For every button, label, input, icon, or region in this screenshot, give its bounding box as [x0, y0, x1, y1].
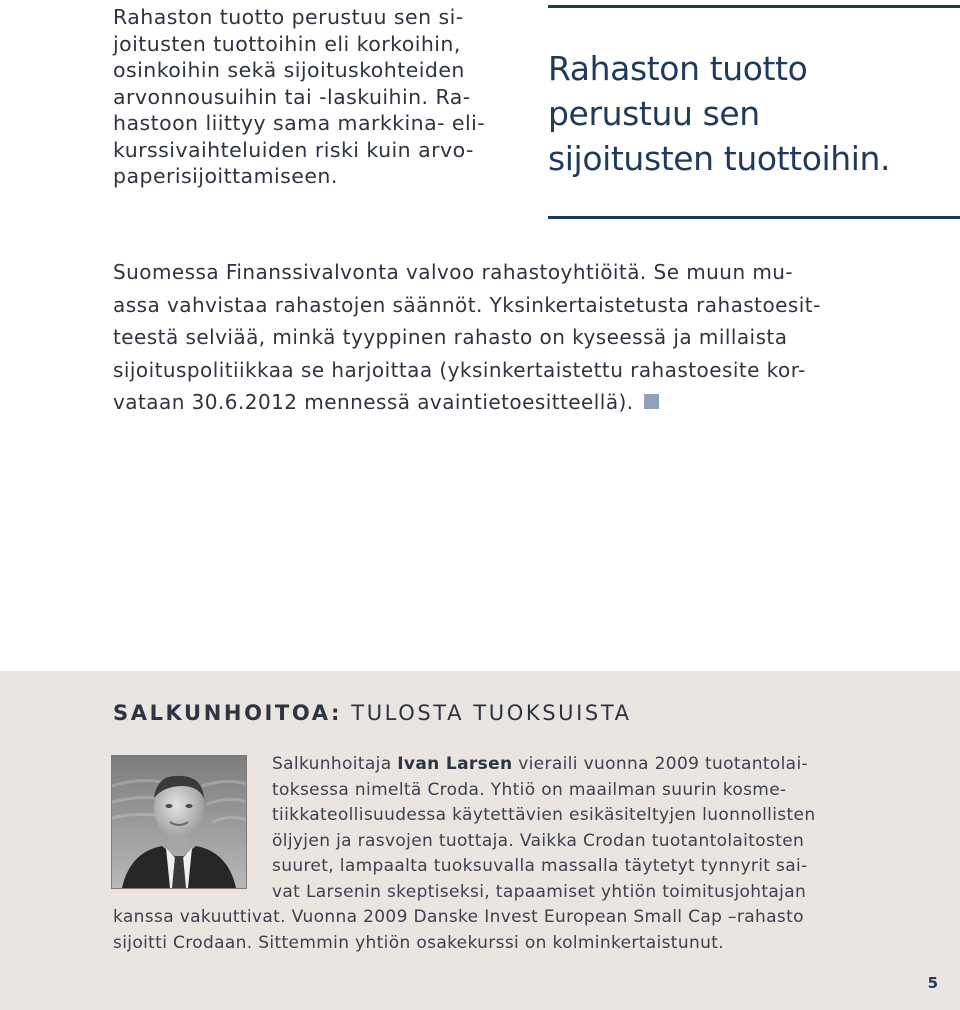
pull-quote-line: sijoitusten tuottoihin.: [548, 139, 891, 178]
portfolio-manager-name: Ivan Larsen: [397, 754, 513, 774]
body-line: assa vahvistaa rahastojen säännöt. Yksinkertaistetusta rahastoesit-: [113, 292, 821, 317]
end-of-article-square-icon: [644, 394, 659, 409]
box-text-line: Salkunhoitaja Ivan Larsen vieraili vuonna 2009 tuotantolai-: [272, 754, 808, 774]
intro-line: hastoon liittyy sama markkina- eli-: [113, 111, 486, 135]
intro-line: paperisijoittamiseen.: [113, 164, 338, 188]
box-text-full-width: [113, 905, 804, 956]
box-text-line: sijoitti Crodaan. Sittemmin yhtiön osakekurssi on kolminkertaistunut.: [113, 932, 724, 953]
box-text-line: vat Larsenin skeptiseksi, tapaamiset yhtiön toimitusjohtajan: [272, 881, 807, 902]
pull-quote-bottom-rule: [548, 216, 960, 219]
page-number: 5: [927, 974, 938, 992]
intro-paragraph: [113, 4, 508, 190]
portrait-illustration: [112, 756, 246, 888]
box-text-line: tiikkateollisuudessa käytettävien esikäsiteltyjen luonnollisten: [272, 805, 816, 825]
body-line: [113, 386, 853, 419]
box-text-beside-photo: [272, 752, 815, 905]
portfolio-management-box: [0, 671, 960, 1010]
box-heading: [113, 701, 632, 725]
body-line: teestä selviää, minkä tyyppinen rahasto on kyseessä ja millaista: [113, 325, 788, 349]
pull-quote-top-rule: [548, 5, 960, 8]
box-text-line: kanssa vakuuttivat. Vuonna 2009 Danske Invest European Small Cap –rahasto: [113, 907, 804, 927]
box-text-line: öljyjen ja rasvojen tuottaja. Vaikka Crodan tuotantolaitosten: [272, 830, 805, 851]
intro-line: osinkoihin sekä sijoituskohteiden: [113, 58, 465, 82]
box-heading-light: TULOSTA TUOKSUISTA: [351, 701, 632, 725]
body-line: Suomessa Finanssivalvonta valvoo rahastoyhtiöitä. Se muun mu-: [113, 260, 794, 284]
portrait-photo: [111, 755, 247, 889]
intro-line: Rahaston tuotto perustuu sen si-: [113, 5, 464, 29]
intro-line: kurssivaihteluiden riski kuin arvo-: [113, 137, 474, 162]
intro-line: arvonnousuihin tai -laskuihin. Ra-: [113, 84, 471, 109]
pull-quote: [548, 46, 960, 181]
body-paragraph: [113, 256, 853, 419]
pull-quote-line: Rahaston tuotto: [548, 49, 808, 88]
intro-line: joitusten tuottoihin eli korkoihin,: [113, 31, 461, 56]
box-heading-strong: SALKUNHOITOA:: [113, 701, 342, 725]
body-line-text: vataan 30.6.2012 mennessä avaintietoesitteellä).: [113, 390, 634, 414]
box-text-line: suuret, lampaalta tuoksuvalla massalla täytetyt tynnyrit sai-: [272, 856, 808, 876]
box-text-line: toksessa nimeltä Croda. Yhtiö on maailman suurin kosme-: [272, 779, 787, 800]
pull-quote-line: perustuu sen: [548, 94, 760, 133]
body-line: sijoituspolitiikkaa se harjoittaa (yksinkertaistettu rahastoesite kor-: [113, 357, 806, 382]
